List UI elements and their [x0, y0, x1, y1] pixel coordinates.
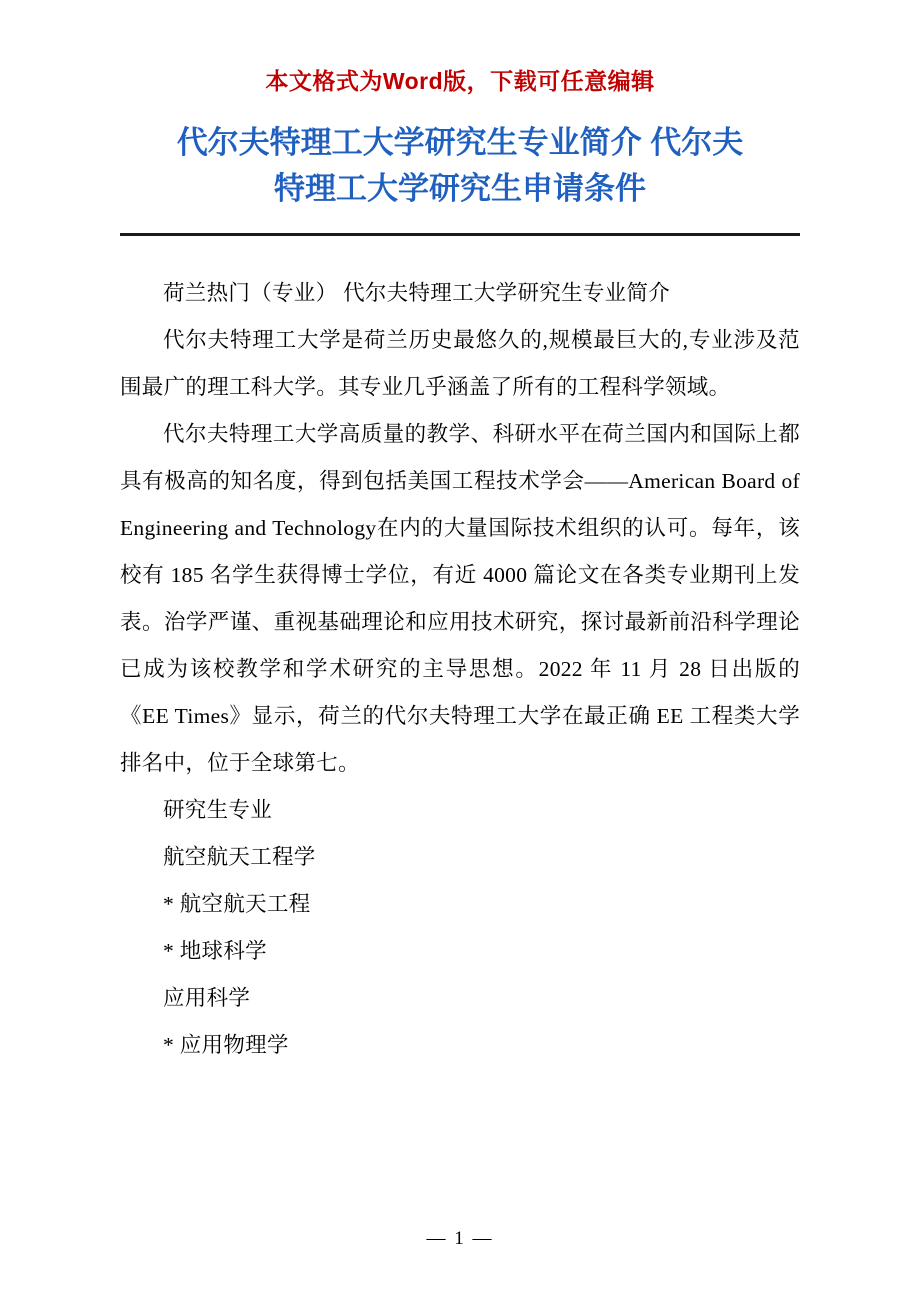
body-paragraph: 应用科学: [163, 985, 251, 1010]
body-paragraph: 代尔夫特理工大学高质量的教学、科研水平在荷兰国内和国际上都具有极高的知名度，得到包括美国工程技术学会——American Board of Engineering and Technology在内的大量国际技术组织的认可。每年，该校有 185 名学生获得博士学位，有近 4000 篇论文在各类专业期刊上发表。治学严谨、重视基础理论和应用技术研究，探讨最新前沿科学理论已成为该校教学和学术研究的主导思想。2022 年 11 月 28 日出版的《EE Times》显示，荷兰的代尔夫特理工大学在最正确 EE 工程类大学排名中，位于全球第七。: [120, 421, 800, 775]
body-paragraph: 研究生专业: [163, 797, 273, 822]
page-title: [120, 120, 800, 212]
page-title-line-2: 特理工大学研究生申请条件: [274, 171, 646, 206]
word-format-banner: 本文格式为Word版，下载可任意编辑: [265, 68, 655, 94]
body-list-item: * 地球科学: [163, 938, 267, 963]
body-paragraph: 荷兰热门（专业） 代尔夫特理工大学研究生专业简介: [163, 280, 671, 305]
title-divider: [120, 233, 800, 236]
body-paragraph: 航空航天工程学: [163, 844, 316, 869]
page-footer: — 1 —: [426, 1228, 494, 1249]
body-list-item: * 应用物理学: [163, 1032, 289, 1057]
page-title-line-1: 代尔夫特理工大学研究生专业简介 代尔夫: [176, 125, 744, 160]
document-body: [120, 270, 800, 1069]
body-paragraph: 代尔夫特理工大学是荷兰历史最悠久的,规模最巨大的,专业涉及范围最广的理工科大学。其专业几乎涵盖了所有的工程科学领域。: [120, 327, 800, 399]
body-list-item: * 航空航天工程: [163, 891, 311, 916]
